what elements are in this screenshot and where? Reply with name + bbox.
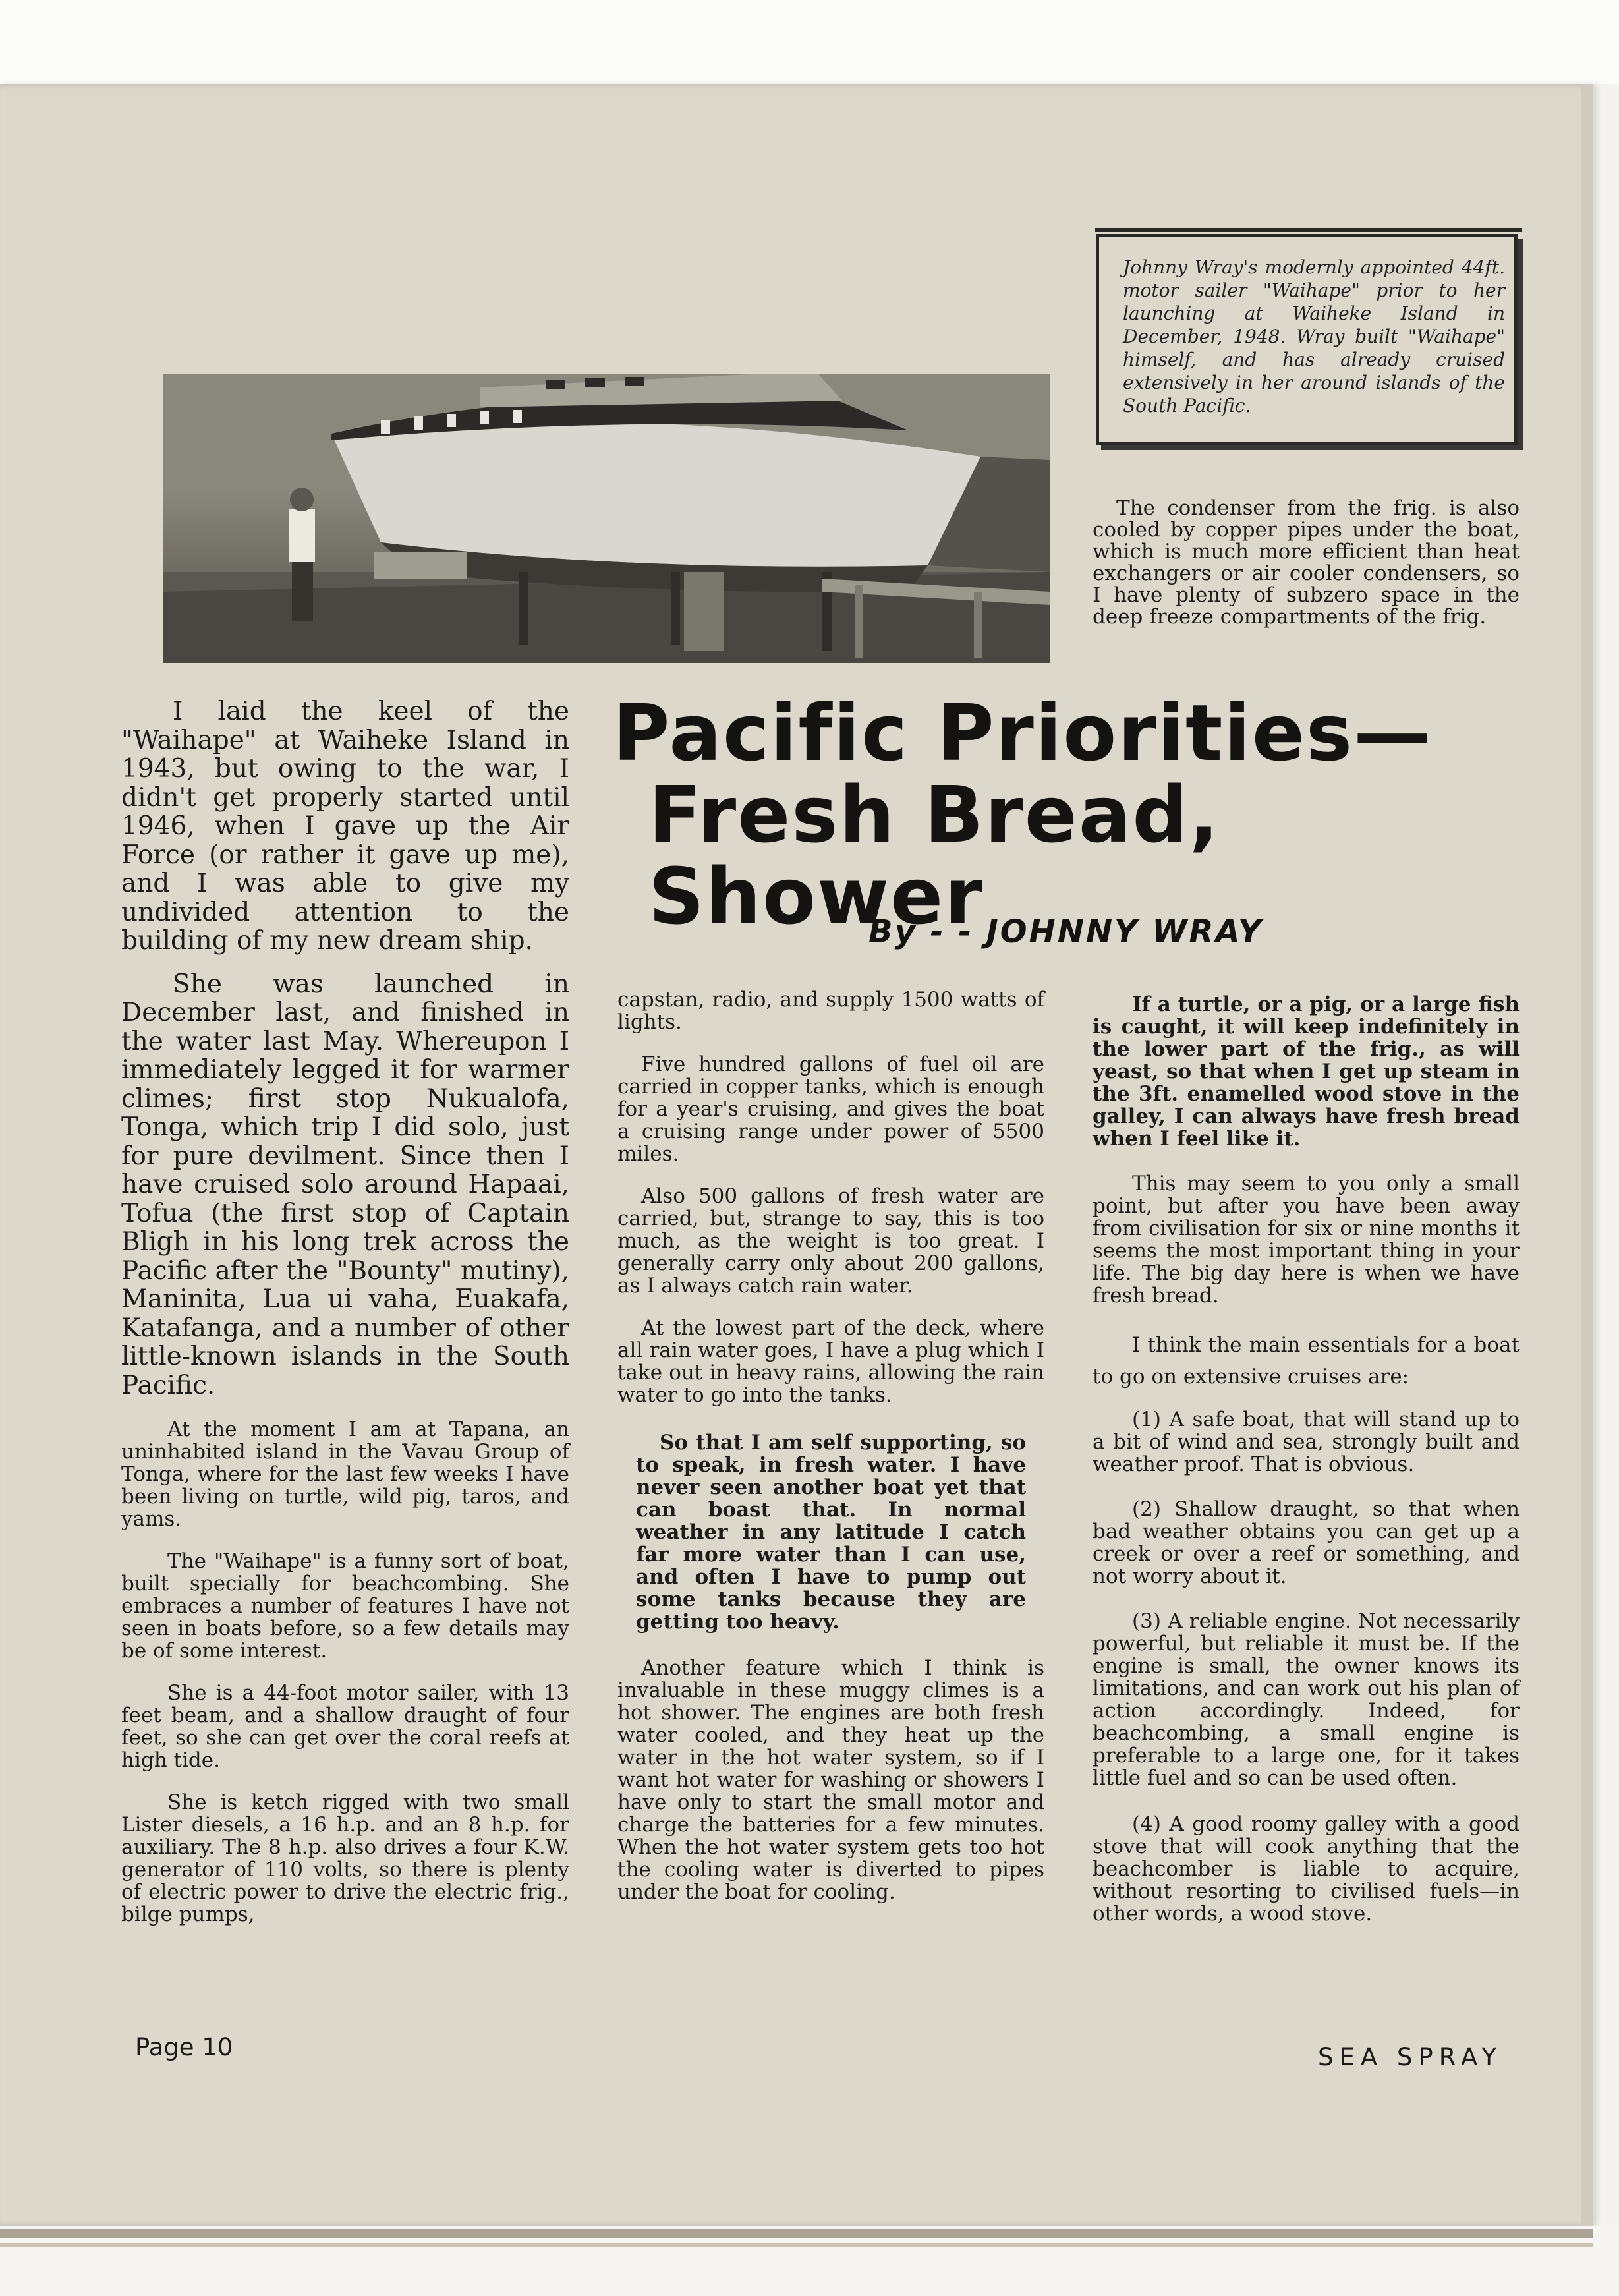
paragraph: (2) Shallow draught, so that when bad weather obtains you can get up a creek or over a reef or something, and not worry about it. bbox=[1093, 1497, 1520, 1588]
paragraph: (4) A good roomy galley with a good stove that will cook anything that the beachcomber is liable to acquire, without resorting to civilised fuels—in other words, a wood stove. bbox=[1093, 1812, 1520, 1926]
paragraph: I laid the keel of the "Waihape" at Waiheke Island in 1943, but owing to the war, I didn't get properly started until 1946, when I gave up the Air Force (or rather it gave up me), and I was able to give my undivided attention to the building of my new dream ship. bbox=[121, 697, 569, 956]
paragraph: Also 500 gallons of fresh water are carried, but, strange to say, this is too much, as the weight is too great. I generally carry only about 200 gallons, as I always catch rain water. bbox=[617, 1184, 1044, 1298]
paragraph: She was launched in December last, and finished in the water last May. Whereupon I immediately legged it for warmer climes; first stop Nukualofa, Tonga, which trip I did solo, just for pure devilment. Since then I have cruised solo around Hapaai, Tofua (the first stop of Captain Bligh in his long trek across the Pacific after the "Bounty" mutiny), Maninita, Lua ui vaha, Euakafa, Katafanga, and a number of other little-known islands in the South Pacific. bbox=[121, 969, 569, 1400]
column-3 bbox=[1093, 993, 1520, 1925]
page-bottom-edge bbox=[0, 2229, 1593, 2238]
paragraph: The "Waihape" is a funny sort of boat, built specially for beachcombing. She embraces a number of features I have not seen in boats before, so a few details may be of some interest. bbox=[121, 1549, 569, 1663]
paragraph: capstan, radio, and supply 1500 watts of lights. bbox=[617, 988, 1044, 1034]
paragraph: She is ketch rigged with two small Lister diesels, a 16 h.p. and an 8 h.p. for auxiliary. The 8 h.p. also drives a four K.W. generator of 110 volts, so there is plenty of electric power to drive the electric frig., bilge pumps, bbox=[121, 1791, 569, 1926]
page-edge bbox=[1581, 84, 1593, 2226]
article-headline bbox=[613, 687, 1529, 942]
byline: By - - JOHNNY WRAY bbox=[868, 913, 1263, 950]
paragraph: (1) A safe boat, that will stand up to a bit of wind and sea, strongly built and weather proof. That is obvious. bbox=[1093, 1408, 1520, 1476]
bold-paragraph: So that I am self supporting, so to speak, in fresh water. I have never seen another boat yet that can boast that. In normal weather in any latitude I catch far more water than I can use, and often I have to pump out some tanks because they are getting too heavy. bbox=[636, 1431, 1026, 1634]
paragraph: (3) A reliable engine. Not necessarily powerful, but reliable it must be. If the engine is small, the owner knows its limitations, and can work out his plan of action accordingly. Indeed, for beachcombing, a small engine is preferable to a large one, for it takes little fuel and so can be used often. bbox=[1093, 1609, 1520, 1790]
photo-caption: Johnny Wray's modernly appointed 44ft. motor sailer "Waihape" prior to her launching at Waiheke Island in December, 1948. Wray built "Waihape" himself, and has already cruised extensively in her around islands of the South Pacific. bbox=[1123, 256, 1505, 416]
headline-line-1: Pacific Priorities— bbox=[613, 687, 1433, 778]
boat-photo-icon bbox=[163, 374, 1050, 663]
paragraph: At the lowest part of the deck, where all rain water goes, I have a plug which I take out in heavy rains, allowing the rain water to go into the tanks. bbox=[617, 1316, 1044, 1407]
boat-photo bbox=[163, 374, 1050, 663]
headline-line-2: Fresh Bread, Shower bbox=[648, 769, 1220, 942]
caption-rule bbox=[1095, 228, 1522, 232]
column-2 bbox=[617, 989, 1044, 1903]
paragraph: I think the main essentials for a boat to go on extensive cruises are: bbox=[1093, 1333, 1520, 1389]
column-1 bbox=[121, 697, 569, 1926]
photo-caption-box bbox=[1096, 234, 1518, 445]
paragraph: At the moment I am at Tapana, an uninhabited island in the Vavau Group of Tonga, where for the last few weeks I have been living on turtle, wild pig, taros, and yams. bbox=[121, 1418, 569, 1531]
magazine-name: SEA SPRAY bbox=[1318, 2043, 1502, 2071]
page-bottom-edge-2 bbox=[0, 2243, 1593, 2247]
paragraph: Five hundred gallons of fuel oil are carried in copper tanks, which is enough for a year's cruising, and gives the boat a cruising range under power of 5500 miles. bbox=[617, 1052, 1044, 1166]
paragraph: She is a 44-foot motor sailer, with 13 feet beam, and a shallow draught of four feet, so she can get over the coral reefs at high tide. bbox=[121, 1681, 569, 1772]
paragraph: This may seem to you only a small point, but after you have been away from civilisation for six or nine months it seems the most important thing in your life. The big day here is when we have fresh bread. bbox=[1093, 1172, 1520, 1307]
paragraph: The condenser from the frig. is also cooled by copper pipes under the boat, which is much more efficient than heat exchangers or air cooler condensers, so I have plenty of subzero space in the deep freeze compartments of the frig. bbox=[1093, 496, 1520, 629]
page-number: Page 10 bbox=[135, 2033, 233, 2061]
bold-paragraph: If a turtle, or a pig, or a large fish is caught, it will keep indefinitely in the lower part of the frig., as will yeast, so that when I get up steam in the 3ft. enamelled wood stove in the galley, I can always have fresh bread when I feel like it. bbox=[1093, 992, 1520, 1151]
paragraph: Another feature which I think is invaluable in these muggy climes is a hot shower. The engines are both fresh water cooled, and they heat up the water in the hot water system, so if I want hot water for washing or showers I have only to start the small motor and charge the batteries for a few minutes. When the hot water system gets too hot the cooling water is diverted to pipes under the boat for cooling. bbox=[617, 1656, 1044, 1904]
column-3-top bbox=[1093, 498, 1520, 628]
scan-background-top bbox=[0, 0, 1619, 84]
